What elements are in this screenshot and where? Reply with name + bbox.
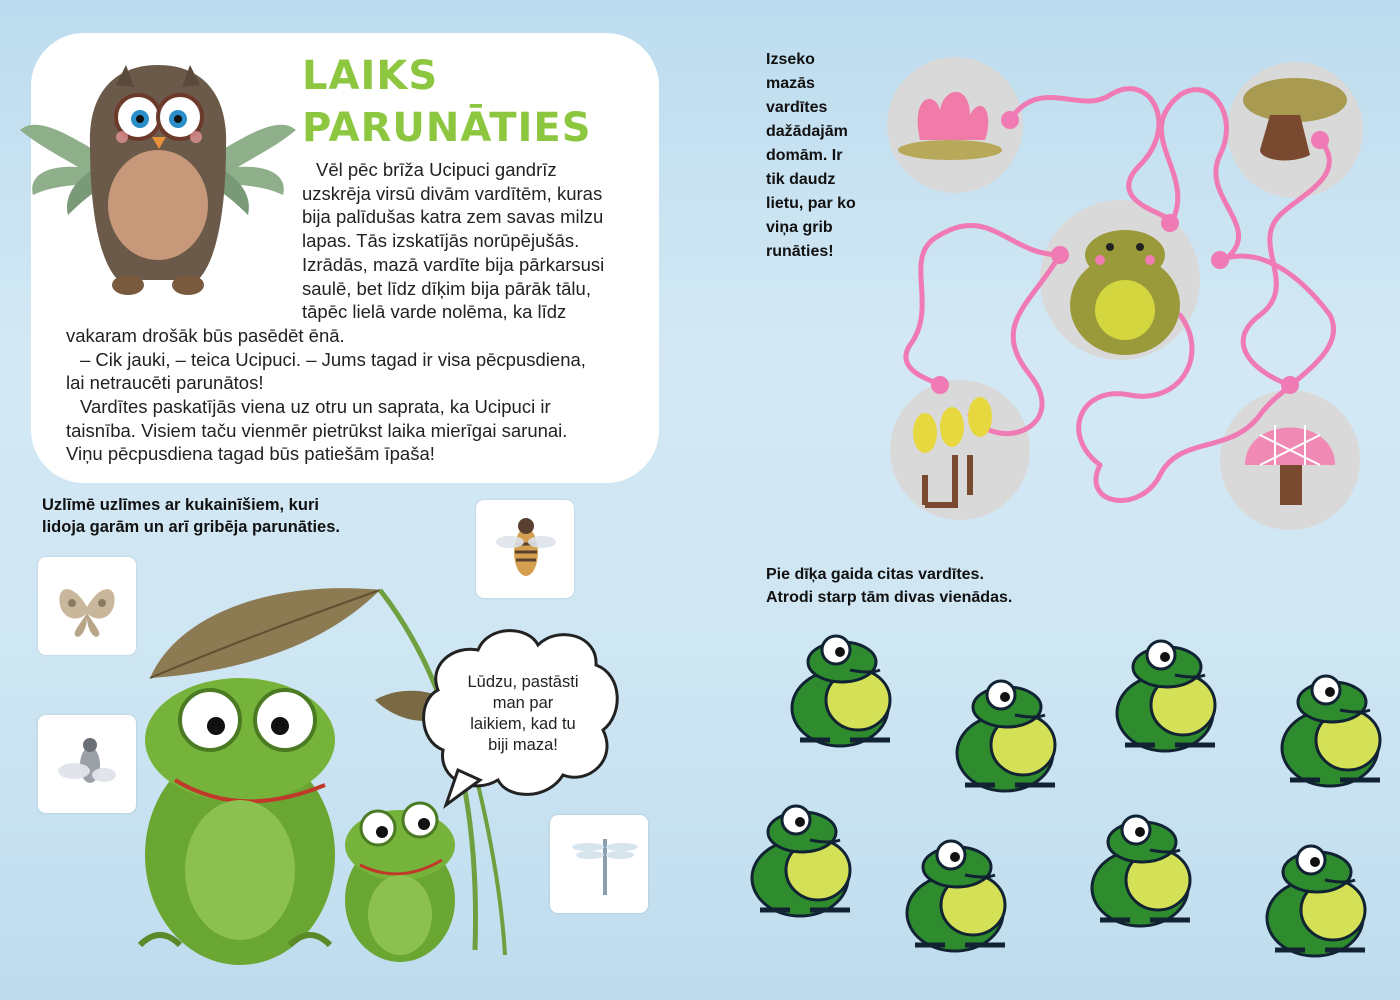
- small-frog: [345, 803, 455, 962]
- maze-frog: [1070, 230, 1180, 355]
- story-line: Viņu pēcpusdiena tagad būs patiešām īpaša!: [66, 443, 435, 465]
- bubble-line-3: laikiem, kad tu: [470, 715, 576, 733]
- maze-task-line: viņa grib: [766, 219, 833, 236]
- story-line: saulē, bet līdz dīķim bija pārāk tālu,: [302, 277, 591, 299]
- maze-illustration: [880, 55, 1380, 535]
- frogs-task: [766, 563, 1012, 609]
- maze-task-line: domām. Ir: [766, 147, 843, 164]
- maze-task-line: lietu, par ko: [766, 195, 856, 212]
- frogs-task-line-2: Atrodi starp tām divas vienādas.: [766, 589, 1013, 606]
- maze-task-line: mazās: [766, 75, 815, 92]
- story-line: Izrādās, mazā vardīte bija pārkarsusi: [302, 253, 605, 275]
- maze-task-line: tik daudz: [766, 171, 836, 188]
- dragonfly-icon: [550, 815, 648, 913]
- page-title: [302, 50, 592, 154]
- frog-8: [1267, 846, 1365, 956]
- story-line: bija palīdušas katra zem savas milzu: [302, 206, 604, 228]
- maze-circle-plants: [890, 380, 1030, 520]
- maze-task-line: dažādajām: [766, 123, 848, 140]
- sticker-task: [42, 494, 340, 538]
- bubble-line-1: Lūdzu, pastāsti: [467, 673, 579, 691]
- maze-task-line: vardītes: [766, 99, 828, 116]
- bubble-line-4: biji maza!: [488, 736, 558, 754]
- frog-6: [907, 841, 1005, 951]
- bubble-line-2: man par: [492, 694, 554, 712]
- story-line: – Cik jauki, – teica Ucipuci. – Jums tagad ir visa pēcpusdiena,: [80, 348, 586, 370]
- speech-bubble-text: [428, 672, 618, 756]
- sticker-task-line-1: Uzlīmē uzlīmes ar kukainīšiem, kuri: [42, 496, 319, 514]
- maze-task-line: Izseko: [766, 51, 815, 68]
- story-line: taisnība. Visiem taču vienmēr pietrūkst laika mierīgai sarunai.: [66, 419, 568, 441]
- frog-3: [1117, 641, 1215, 751]
- story-text: [66, 158, 651, 466]
- story-line: lai netraucēti parunātos!: [66, 372, 264, 394]
- big-frog: [140, 678, 335, 965]
- maze-task: [766, 48, 856, 264]
- sticker-task-line-2: lidoja garām un arī gribēja parunāties.: [42, 518, 340, 536]
- frog-5: [752, 806, 850, 916]
- frog-1: [792, 636, 890, 746]
- frogs-grid: [730, 620, 1390, 980]
- maze-task-line: runāties!: [766, 243, 834, 260]
- story-line: vakaram drošāk būs pasēdēt ēnā.: [66, 324, 345, 346]
- title-line-1: LAIKS: [302, 53, 439, 99]
- story-line: Vardītes paskatījās viena uz otru un saprata, ka Ucipuci ir: [80, 396, 551, 418]
- story-line: uzskrēja virsū divām vardītēm, kuras: [302, 182, 603, 204]
- story-line: lapas. Tās izskatījās norūpējušās.: [302, 230, 580, 252]
- story-line: Vēl pēc brīža Ucipuci gandrīz: [316, 159, 557, 180]
- frog-2: [957, 681, 1055, 791]
- frog-4: [1282, 676, 1380, 786]
- sticker-slot-dragonfly[interactable]: [550, 815, 648, 913]
- frogs-task-line-1: Pie dīķa gaida citas vardītes.: [766, 566, 984, 583]
- frog-7: [1092, 816, 1190, 926]
- story-line: tāpēc lielā varde nolēma, ka līdz: [302, 301, 567, 323]
- title-line-2: PARUNĀTIES: [302, 105, 592, 151]
